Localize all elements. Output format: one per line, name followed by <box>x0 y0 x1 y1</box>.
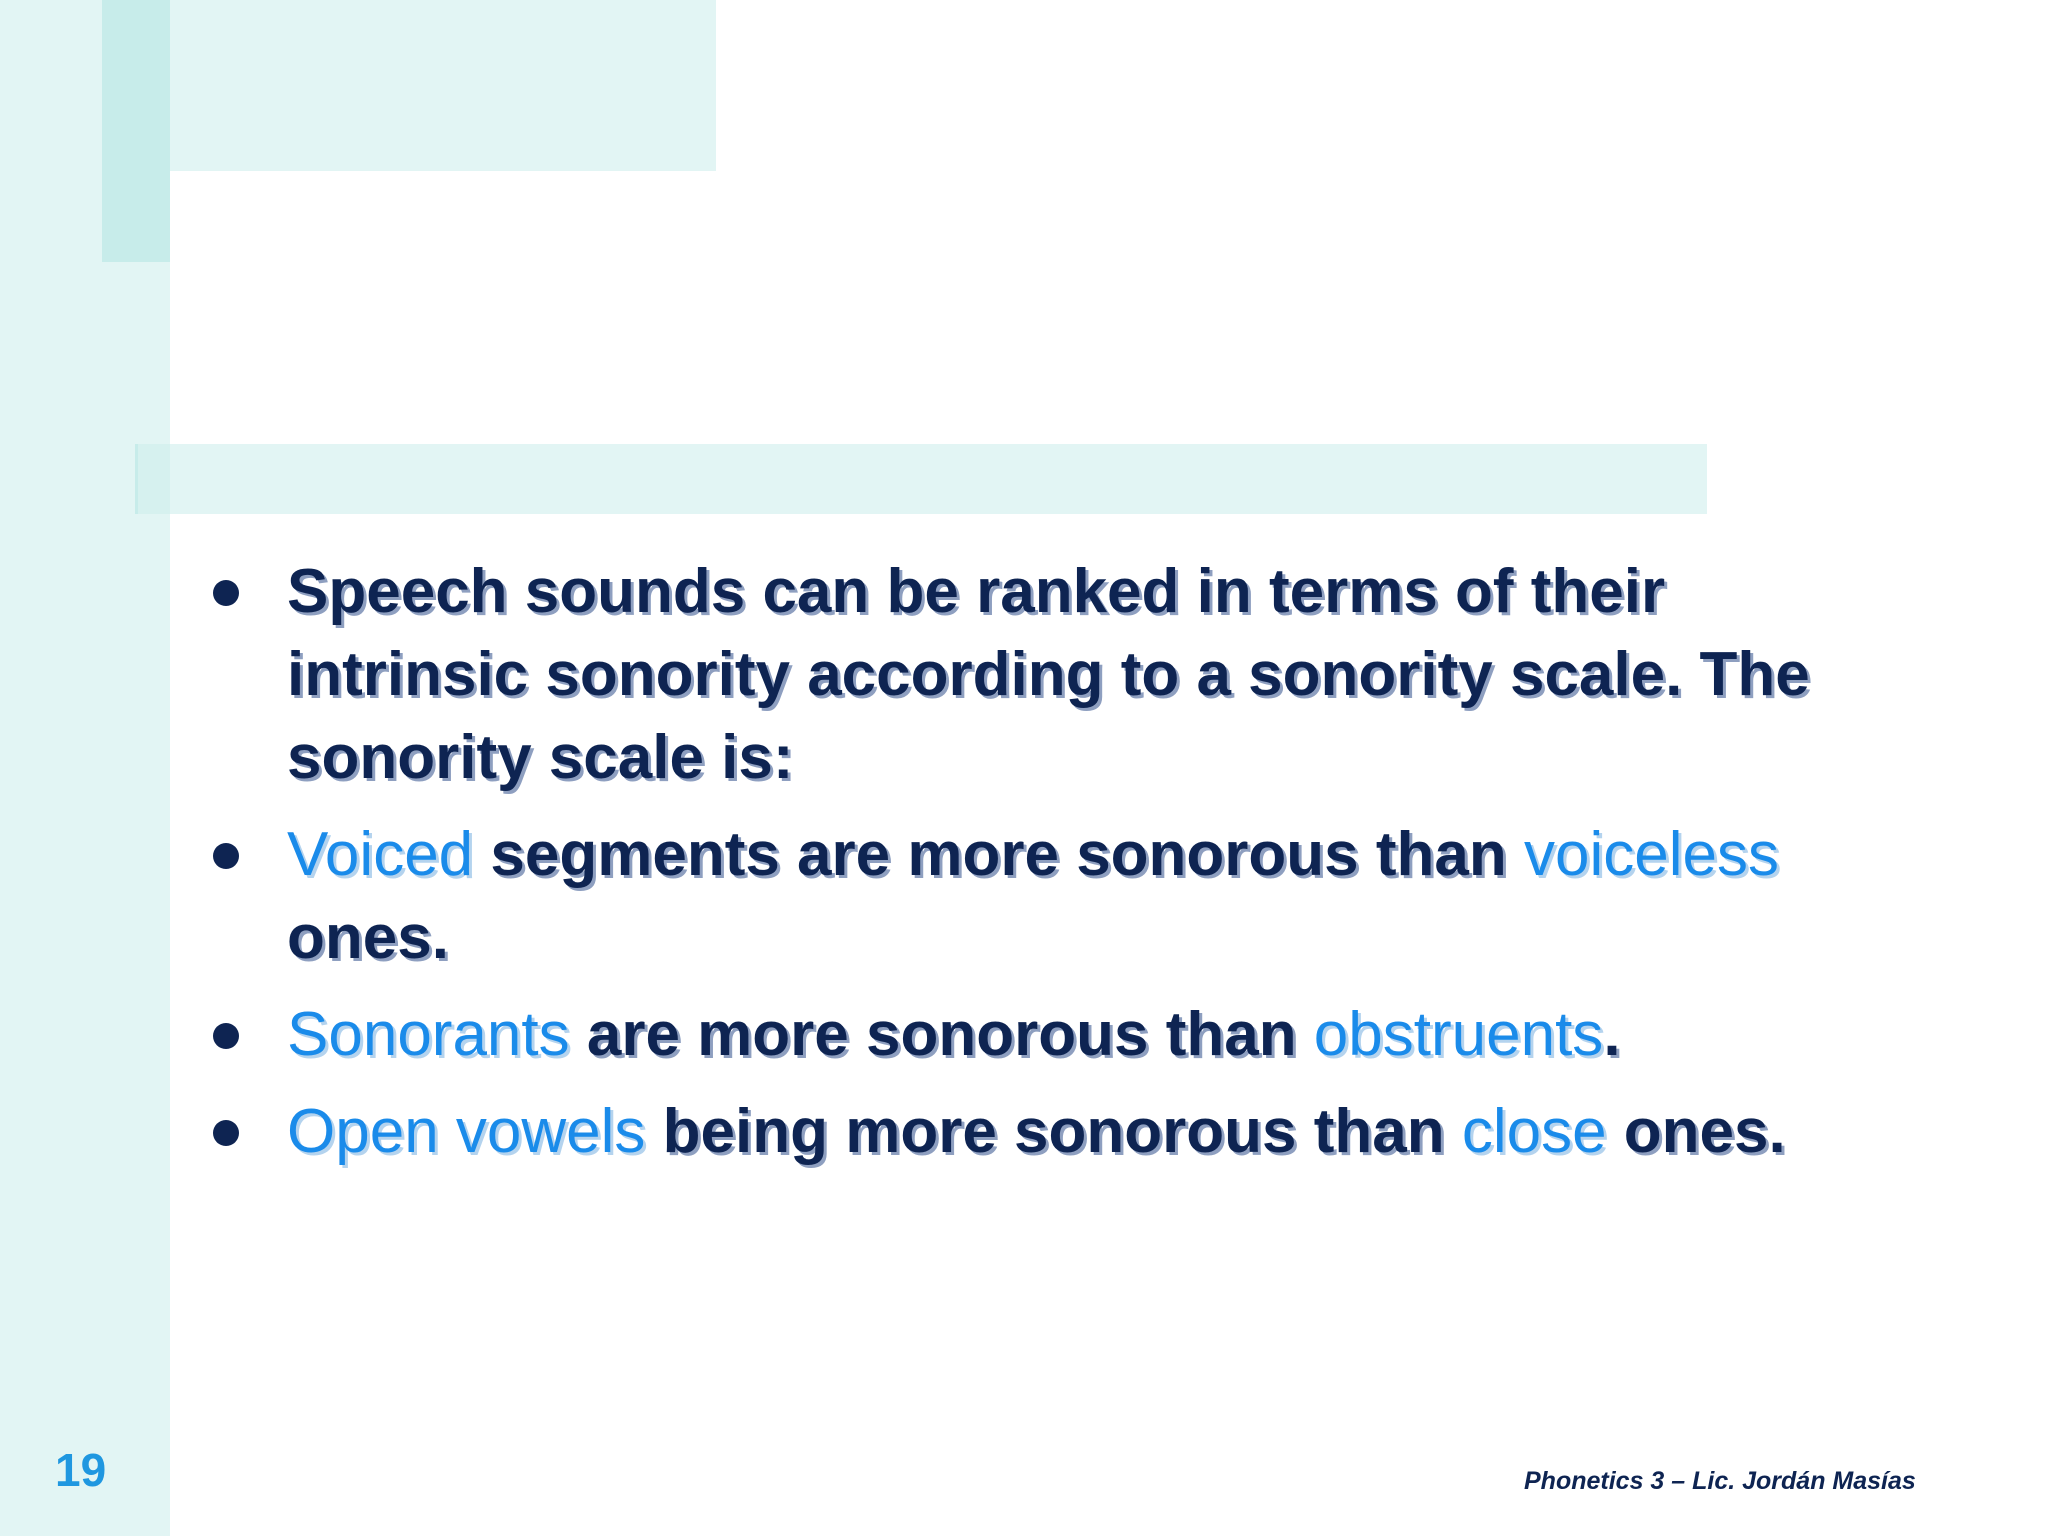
bullet-text: are more sonorous than <box>569 1000 1314 1069</box>
bullet-item-4 <box>205 1090 1885 1173</box>
bullet-text: being more sonorous than <box>645 1097 1462 1166</box>
bullet-text: ones. <box>287 903 449 972</box>
title-bar <box>52 444 1707 514</box>
bullet-item-1 <box>205 550 1885 799</box>
decorative-top-band <box>170 0 716 171</box>
bullet-text: ones. <box>1606 1097 1786 1166</box>
bullet-list <box>205 550 1885 1187</box>
title-bar-divider <box>135 444 138 514</box>
title-bar-accent <box>138 444 170 514</box>
highlighted-term: Sonorants <box>287 1000 570 1069</box>
highlighted-term: Open vowels <box>287 1097 646 1166</box>
bullet-item-3 <box>205 993 1885 1076</box>
highlighted-term: Voiced <box>287 820 474 889</box>
bullet-text: Speech sounds can be ranked in terms of their intrinsic sonority according to a sonority scale. The sonority scale is: <box>287 557 1810 792</box>
highlighted-term: voiceless <box>1523 820 1779 889</box>
bullet-text: segments are more sonorous than <box>473 820 1524 889</box>
bullet-item-2 <box>205 813 1885 979</box>
bullet-dot-icon <box>213 580 239 606</box>
bullet-text: . <box>1603 1000 1621 1069</box>
bullet-dot-icon <box>213 1120 239 1146</box>
highlighted-term: close <box>1461 1097 1607 1166</box>
highlighted-term: obstruents <box>1313 1000 1604 1069</box>
slide-number: 19 <box>55 1444 107 1496</box>
bullet-dot-icon <box>213 1023 239 1049</box>
footer-text: Phonetics 3 – Lic. Jordán Masías <box>1524 1467 1916 1495</box>
bullet-dot-icon <box>213 843 239 869</box>
decorative-top-accent <box>102 0 170 262</box>
